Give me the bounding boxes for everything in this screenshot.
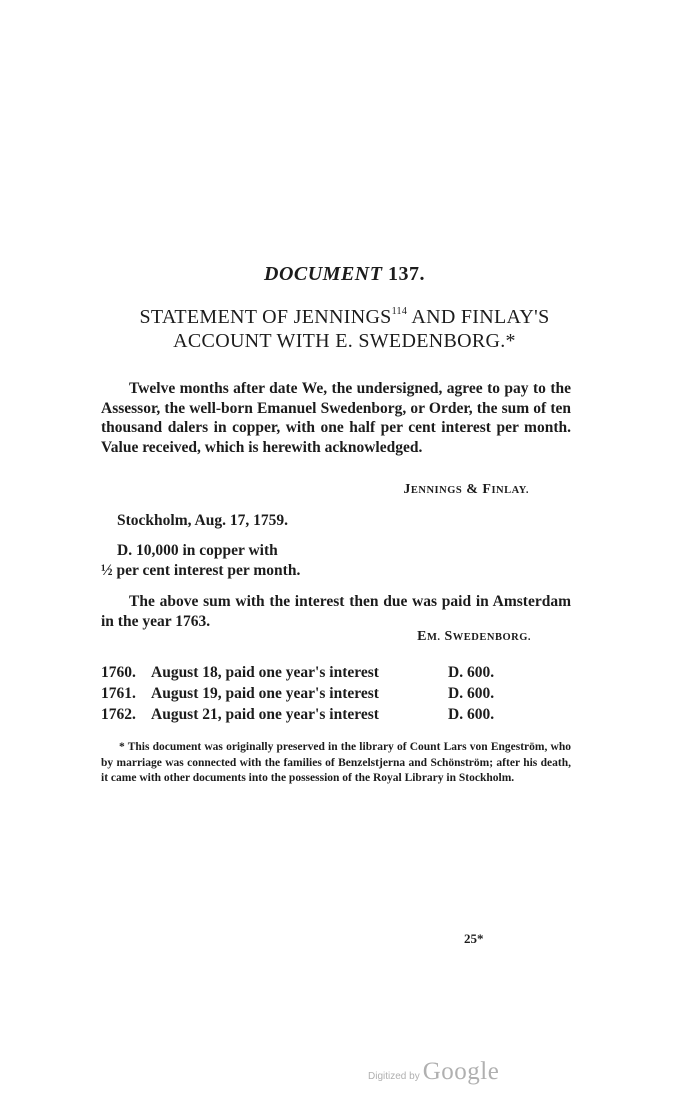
sig-initial: J (403, 482, 411, 497)
bond-paragraph: Twelve months after date We, the undersigned, agree to pay to the Assessor, the well-born Emanuel Swedenborg, or Order, the sum of ten thousand dalers in copper, with one half per cent interest per month. Value received, which is herewith acknowledged. (101, 380, 571, 456)
document-label: DOCUMENT (264, 263, 383, 285)
heading-line-1-part-a: STATEMENT OF JENNINGS (139, 306, 392, 328)
sig-initial: E (417, 629, 427, 644)
digitized-watermark (368, 1058, 499, 1086)
footnote: * This document was originally preserved in the library of Count Lars von Engeström, who by marriage was connected with the families of Benzelstjerna and Schönström; after his death, it came with other documents into the possession of the Royal Library in Stockholm. (101, 741, 571, 784)
payment-year: 1760. (101, 664, 136, 681)
payment-amount: D. 600. (448, 664, 495, 681)
watermark-prefix: Digitized by (368, 1071, 420, 1082)
sig-rest: INLAY. (491, 485, 529, 496)
amount-line-1: D. 10,000 in copper with (117, 542, 278, 559)
sig-rest: M. (426, 632, 441, 643)
receipt-paragraph: The above sum with the interest then due was paid in Amsterdam in the year 1763. (101, 593, 571, 630)
google-logo: Google (422, 1058, 500, 1085)
payment-row (101, 683, 521, 704)
heading-line-2: ACCOUNT WITH E. SWEDENBORG.* (173, 330, 516, 352)
footnote-reference: 114 (391, 306, 408, 317)
payment-description: August 18, paid one year's interest (151, 664, 379, 681)
payment-row (101, 662, 521, 683)
sig-initial: F (482, 482, 492, 497)
sig-rest: ENNINGS (410, 485, 463, 496)
document-title (0, 263, 689, 286)
amount-block (101, 541, 501, 580)
payments-list (101, 662, 521, 725)
amount-line-2: ½ per cent interest per month. (101, 561, 301, 579)
signature-jennings-finlay (403, 482, 529, 498)
payment-description: August 19, paid one year's interest (151, 685, 379, 702)
sig-rest: WEDENBORG. (452, 632, 531, 643)
heading-line-1-part-b: AND FINLAY'S (407, 306, 550, 328)
payment-amount: D. 600. (448, 706, 495, 723)
page-number: 25* (464, 931, 484, 946)
dateline: Stockholm, Aug. 17, 1759. (117, 512, 288, 529)
payment-description: August 21, paid one year's interest (151, 706, 379, 723)
payment-year: 1761. (101, 685, 136, 702)
sig-amp: & (462, 482, 483, 497)
sig-initial: S (440, 629, 453, 644)
signature-swedenborg (417, 629, 531, 645)
payment-year: 1762. (101, 706, 136, 723)
page-heading (100, 305, 589, 353)
payment-amount: D. 600. (448, 685, 495, 702)
document-number: 137. (387, 263, 425, 285)
heading-line-1 (100, 305, 589, 329)
payment-row (101, 704, 521, 725)
